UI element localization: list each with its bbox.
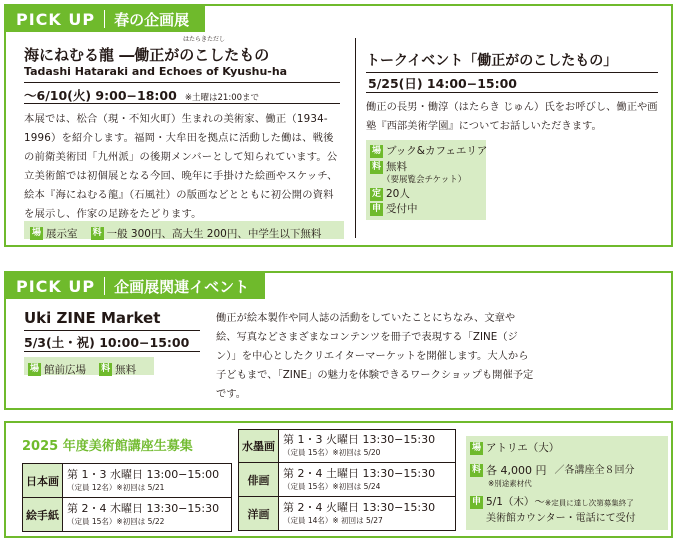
section-header bbox=[6, 6, 205, 32]
course-venue: アトリエ（大） bbox=[486, 442, 560, 454]
course-row bbox=[239, 497, 456, 531]
exhibit-venue: 展示室 bbox=[46, 228, 78, 240]
event-date-rule bbox=[24, 351, 200, 352]
course-apply-method: 美術館カウンター・電話にて受付 bbox=[486, 512, 636, 524]
course-detail bbox=[279, 497, 456, 531]
course-note: （定員 14名）※ 初回は 5/27 bbox=[283, 515, 383, 525]
course-schedule: 第 2・4 木曜日 13:30−15:30 bbox=[67, 501, 220, 515]
fee-tag: 料 bbox=[471, 464, 481, 475]
exhibit-fee: 一般 300円、高大生 200円、中学生以下無料 bbox=[106, 228, 322, 240]
exhibit-date-rule bbox=[24, 103, 340, 104]
talk-fee-note: （要展覧会チケット） bbox=[382, 175, 467, 185]
course-apply-date: 5/1（木）〜 bbox=[486, 496, 545, 508]
header-divider bbox=[104, 277, 105, 295]
section-title: 春の企画展 bbox=[114, 10, 190, 29]
course-detail bbox=[279, 463, 456, 497]
talk-description: 働正の長男・働淳（はたらき じゅん）氏をお呼びし、働正や画塾『西部美術学園』についてお話しいただきます。 bbox=[366, 101, 658, 132]
talk-title: トークイベント「働正がのこしたもの」 bbox=[366, 53, 618, 69]
course-fee-extra: ／各講座全８回分 bbox=[554, 465, 635, 476]
course-info-box bbox=[466, 436, 668, 530]
course-name: 絵手紙 bbox=[23, 498, 63, 532]
course-recruitment-title: 2025 年度美術館講座生募集 bbox=[22, 439, 193, 454]
talk-apply: 受付中 bbox=[386, 203, 418, 215]
course-row bbox=[239, 463, 456, 497]
event-info-strip bbox=[24, 357, 154, 375]
course-apply-row bbox=[470, 494, 664, 512]
talk-fee: 無料 bbox=[386, 160, 407, 173]
pick-up-related-event bbox=[4, 271, 673, 410]
course-name: 洋画 bbox=[239, 497, 279, 531]
course-name: 水墨画 bbox=[239, 430, 279, 463]
exhibit-title-b: 働正がのこしたもの bbox=[134, 46, 270, 64]
course-venue-row bbox=[470, 440, 664, 458]
course-note: （定員 12名）※初回は 5/21 bbox=[67, 482, 165, 492]
course-schedule: 第 2・4 土曜日 13:30−15:30 bbox=[283, 466, 436, 480]
course-row bbox=[23, 464, 232, 498]
venue-tag: 場 bbox=[29, 364, 39, 374]
right-course-table bbox=[238, 429, 456, 531]
fee-tag: 料 bbox=[101, 364, 111, 374]
pick-up-spring-exhibition bbox=[4, 4, 673, 247]
course-detail bbox=[63, 498, 232, 532]
left-course-table bbox=[22, 463, 232, 532]
event-title: Uki ZINE Market bbox=[24, 309, 161, 327]
apply-tag: 申 bbox=[471, 497, 481, 507]
talk-fee-row bbox=[370, 160, 482, 176]
talk-venue-row bbox=[370, 144, 488, 160]
talk-capacity: 20人 bbox=[386, 188, 410, 200]
fee-tag: 料 bbox=[371, 161, 381, 172]
event-title-rule bbox=[24, 330, 200, 331]
pick-up-label: PICK UP bbox=[16, 9, 96, 29]
section-header bbox=[6, 273, 265, 299]
course-recruitment-panel bbox=[4, 421, 673, 538]
exhibit-date: 〜6/10(火) 9:00−18:00 bbox=[24, 88, 177, 103]
exhibit-info-strip bbox=[24, 221, 344, 239]
exhibit-description: 本展では、松合（現・不知火町）生まれの美術家、働正（1934-1996）を紹介します。福岡・大牟田を拠点に活動した働は、戦後の前衛美術団「九州派」の後期メンバーとして知られています。公立美術館では初個展となる今回、晩年に手掛けた絵画やスケッチ、絵本『海にねむる龍』（石風社）の版画などとともに初公開の資料を展示し、作家の足跡をたどります。 bbox=[24, 113, 338, 220]
event-venue: 館前広場 bbox=[44, 364, 86, 376]
course-schedule: 第 2・4 火曜日 13:30−15:30 bbox=[283, 500, 436, 514]
apply-tag: 申 bbox=[371, 204, 381, 214]
fee-tag: 料 bbox=[92, 228, 102, 238]
section-title: 企画展関連イベント bbox=[114, 277, 250, 296]
header-divider bbox=[104, 10, 105, 28]
pick-up-label: PICK UP bbox=[16, 276, 96, 296]
course-fee-row bbox=[470, 462, 664, 480]
talk-title-rule bbox=[366, 72, 658, 73]
course-note: （定員 15名）※初回は 5/24 bbox=[283, 481, 381, 491]
course-fee: 各 4,000 円 bbox=[486, 463, 547, 477]
talk-date-rule bbox=[366, 92, 658, 93]
venue-tag: 場 bbox=[31, 228, 41, 238]
course-detail bbox=[63, 464, 232, 498]
exhibit-title-rule bbox=[24, 82, 340, 83]
venue-tag: 場 bbox=[371, 146, 381, 156]
course-schedule: 第 1・3 水曜日 13:00−15:00 bbox=[67, 467, 220, 481]
talk-apply-row bbox=[370, 202, 482, 218]
talk-date: 5/25(日) 14:00−15:00 bbox=[368, 76, 517, 91]
course-schedule: 第 1・3 火曜日 13:30−15:30 bbox=[283, 433, 436, 446]
venue-tag: 場 bbox=[471, 443, 481, 453]
course-note: （定員 15名）※初回は 5/20 bbox=[283, 448, 381, 457]
event-description: 働正が絵本製作や同人誌の活動をしていたことにちなみ、文章や絵、写真などさまざまなコンテンツを冊子で表現する「ZINE（ジン）」を中心としたクリエイターマーケットを開催します。大人から子どもまで、「ZINE」の魅力を体験できるワークショップも開催予定です。 bbox=[216, 312, 534, 400]
course-row bbox=[23, 498, 232, 532]
exhibit-subtitle: Tadashi Hataraki and Echoes of Kyushu-ha bbox=[24, 65, 288, 78]
exhibit-title-a: 海にねむる龍 ― bbox=[24, 46, 135, 64]
course-name: 俳画 bbox=[239, 463, 279, 497]
course-note: （定員 15名）※初回は 5/22 bbox=[67, 516, 165, 526]
capacity-tag: 定 bbox=[371, 188, 381, 199]
talk-capacity-row bbox=[370, 186, 482, 202]
exhibit-title bbox=[24, 44, 269, 65]
course-fee-note: ※別途素材代 bbox=[488, 479, 532, 488]
course-detail bbox=[279, 430, 456, 463]
course-name: 日本画 bbox=[23, 464, 63, 498]
talk-info-box bbox=[366, 140, 486, 220]
event-date: 5/3(土・祝) 10:00−15:00 bbox=[24, 335, 190, 350]
course-row bbox=[239, 430, 456, 463]
exhibit-date-row bbox=[24, 85, 259, 104]
talk-venue: ブック&カフェエリア bbox=[386, 145, 488, 157]
exhibit-date-note: ※土曜は21:00まで bbox=[184, 93, 260, 103]
title-ruby: はたらきただし bbox=[183, 36, 226, 43]
column-divider bbox=[355, 38, 356, 238]
event-fee: 無料 bbox=[115, 364, 137, 376]
course-apply-note: ※定員に達し次第募集終了 bbox=[544, 498, 634, 508]
